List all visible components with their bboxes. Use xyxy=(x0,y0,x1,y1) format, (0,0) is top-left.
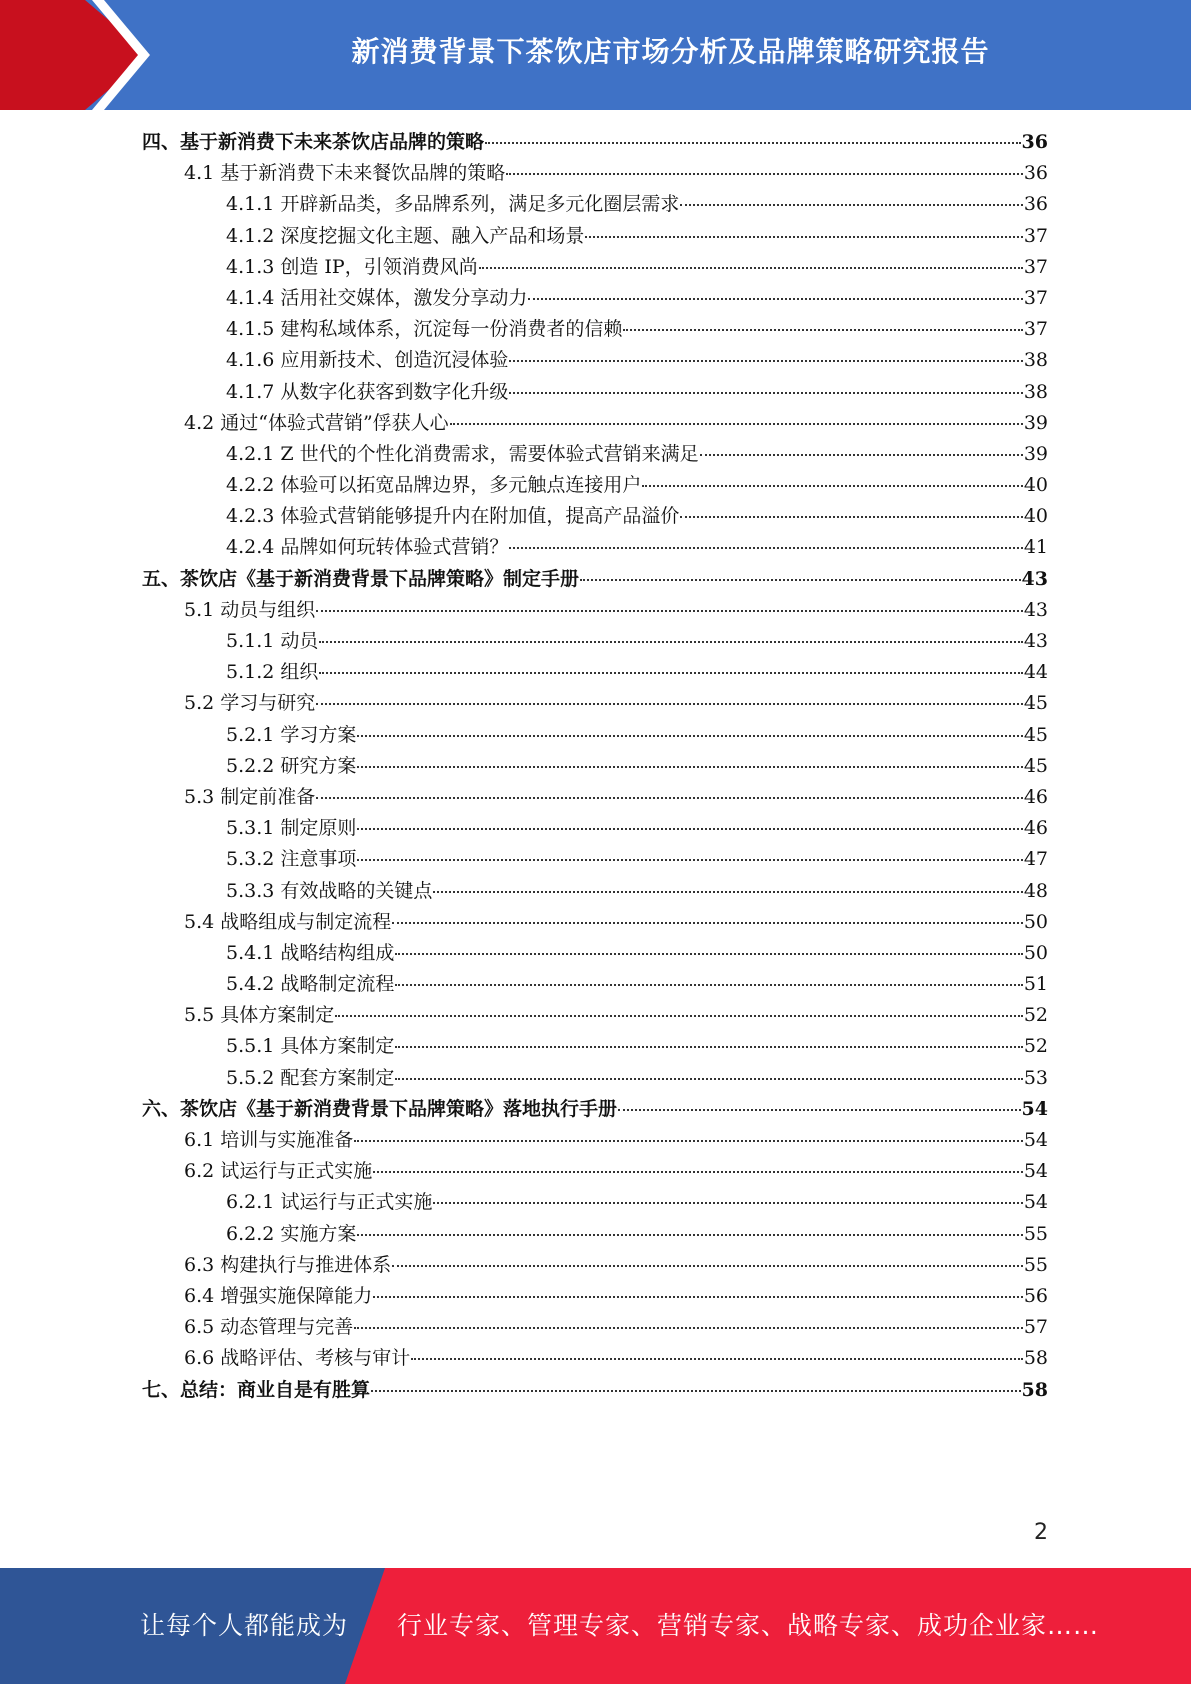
toc-entry[interactable] xyxy=(142,1094,1048,1125)
toc-entry[interactable] xyxy=(142,876,1048,907)
toc-entry-label: 5.2.1 学习方案 xyxy=(226,723,357,746)
toc-entry-page: 37 xyxy=(1023,286,1048,309)
toc-entry-page: 54 xyxy=(1023,1191,1048,1214)
report-title: 新消费背景下茶饮店市场分析及品牌策略研究报告 xyxy=(351,35,990,68)
toc-dot-leader xyxy=(316,610,1023,612)
toc-entry[interactable] xyxy=(142,532,1048,563)
toc-entry[interactable] xyxy=(142,283,1048,314)
toc-entry[interactable] xyxy=(142,626,1048,657)
toc-dot-leader xyxy=(509,392,1022,394)
toc-entry-label: 6.2.2 实施方案 xyxy=(226,1222,357,1245)
toc-entry-page: 43 xyxy=(1023,598,1048,621)
toc-dot-leader xyxy=(357,735,1022,737)
toc-entry-label: 六、茶饮店《基于新消费背景下品牌策略》落地执行手册 xyxy=(142,1097,618,1120)
toc-entry-page: 39 xyxy=(1023,411,1048,434)
toc-entry-label: 5.3.2 注意事项 xyxy=(226,848,357,871)
toc-entry-label: 5.1.1 动员 xyxy=(226,630,319,652)
toc-entry[interactable] xyxy=(142,221,1048,252)
page-number: 2 xyxy=(1034,1520,1048,1545)
toc-entry[interactable] xyxy=(142,1250,1048,1281)
toc-entry[interactable] xyxy=(142,345,1048,376)
toc-entry-page: 52 xyxy=(1023,1035,1048,1058)
toc-entry[interactable] xyxy=(142,813,1048,844)
toc-dot-leader xyxy=(680,204,1022,206)
toc-entry[interactable] xyxy=(142,252,1048,283)
toc-entry[interactable] xyxy=(142,1375,1048,1406)
toc-dot-leader xyxy=(395,1078,1022,1080)
toc-dot-leader xyxy=(700,454,1023,456)
toc-entry-label: 6.3 构建执行与推进体系 xyxy=(184,1253,392,1276)
toc-entry-page: 46 xyxy=(1023,785,1048,808)
toc-entry-label: 5.3.3 有效战略的关键点 xyxy=(226,879,433,902)
toc-entry[interactable] xyxy=(142,1219,1048,1250)
toc-dot-leader xyxy=(395,1046,1022,1048)
toc-entry-label: 七、总结：商业自是有胜算 xyxy=(142,1378,371,1401)
toc-dot-leader xyxy=(680,516,1022,518)
toc-dot-leader xyxy=(580,579,1021,581)
toc-entry[interactable] xyxy=(142,1031,1048,1062)
toc-dot-leader xyxy=(354,1140,1023,1142)
toc-dot-leader xyxy=(392,922,1023,924)
toc-entry-label: 4.2.4 品牌如何玩转体验式营销？ xyxy=(226,536,509,559)
toc-entry-label: 5.2.2 研究方案 xyxy=(226,754,357,777)
toc-entry-label: 4.1.4 活用社交媒体，激发分享动力 xyxy=(226,286,528,309)
toc-entry-label: 5.4.2 战略制定流程 xyxy=(226,973,395,996)
toc-entry-label: 6.5 动态管理与完善 xyxy=(184,1316,354,1339)
page-footer xyxy=(0,1568,1191,1684)
toc-entry[interactable] xyxy=(142,1187,1048,1218)
toc-dot-leader xyxy=(373,1171,1023,1173)
toc-entry-page: 54 xyxy=(1023,1160,1048,1183)
toc-entry[interactable] xyxy=(142,907,1048,938)
toc-dot-leader xyxy=(433,891,1022,893)
toc-entry-label: 6.2.1 试运行与正式实施 xyxy=(226,1191,433,1214)
toc-entry-page: 57 xyxy=(1023,1316,1048,1339)
toc-entry-page: 38 xyxy=(1023,380,1048,403)
toc-entry-label: 4.2 通过“体验式营销”俘获人心 xyxy=(184,411,449,434)
toc-dot-leader xyxy=(357,1234,1022,1236)
toc-dot-leader xyxy=(392,1265,1023,1267)
toc-entry-page: 37 xyxy=(1023,224,1048,247)
toc-entry-page: 55 xyxy=(1023,1253,1048,1276)
toc-entry-page: 51 xyxy=(1023,973,1048,996)
toc-dot-leader xyxy=(357,859,1022,861)
toc-entry-label: 5.1 动员与组织 xyxy=(184,598,316,621)
toc-entry-page: 44 xyxy=(1023,661,1048,684)
toc-entry-page: 45 xyxy=(1023,692,1048,715)
toc-dot-leader xyxy=(642,485,1022,487)
toc-dot-leader xyxy=(395,953,1022,955)
toc-entry[interactable] xyxy=(142,751,1048,782)
toc-entry-page: 52 xyxy=(1023,1004,1048,1027)
footer-slogan-left: 让每个人都能成为 xyxy=(140,1611,349,1640)
toc-entry[interactable] xyxy=(142,688,1048,719)
toc-entry[interactable] xyxy=(142,470,1048,501)
toc-entry-label: 5.5.1 具体方案制定 xyxy=(226,1035,395,1058)
toc-entry[interactable] xyxy=(142,564,1048,595)
toc-entry-label: 4.1.7 从数字化获客到数字化升级 xyxy=(226,380,509,403)
toc-entry-page: 54 xyxy=(1021,1097,1048,1120)
toc-dot-leader xyxy=(433,1202,1022,1204)
toc-entry-label: 6.4 增强实施保障能力 xyxy=(184,1284,373,1307)
toc-entry-page: 36 xyxy=(1023,193,1048,216)
toc-entry-label: 5.5 具体方案制定 xyxy=(184,1004,335,1027)
toc-entry[interactable] xyxy=(142,1343,1048,1374)
toc-entry[interactable] xyxy=(142,720,1048,751)
toc-dot-leader xyxy=(585,236,1022,238)
toc-dot-leader xyxy=(618,1109,1021,1111)
toc-entry-page: 50 xyxy=(1023,910,1048,933)
toc-entry-page: 41 xyxy=(1023,536,1048,559)
toc-entry-page: 45 xyxy=(1023,723,1048,746)
toc-dot-leader xyxy=(357,766,1022,768)
toc-entry-page: 48 xyxy=(1023,879,1048,902)
toc-entry[interactable] xyxy=(142,1125,1048,1156)
toc-entry-page: 43 xyxy=(1023,630,1048,652)
toc-dot-leader xyxy=(319,641,1022,643)
toc-entry-page: 47 xyxy=(1023,848,1048,871)
toc-entry[interactable] xyxy=(142,501,1048,532)
toc-entry-page: 58 xyxy=(1021,1378,1048,1401)
toc-entry-label: 5.4.1 战略结构组成 xyxy=(226,941,395,964)
toc-dot-leader xyxy=(373,1296,1023,1298)
toc-entry-page: 54 xyxy=(1023,1129,1048,1151)
toc-dot-leader xyxy=(623,329,1022,331)
toc-entry[interactable] xyxy=(142,377,1048,408)
toc-entry-page: 53 xyxy=(1023,1066,1048,1089)
toc-entry-label: 4.1.3 创造 IP，引领消费风尚 xyxy=(226,255,478,278)
toc-entry[interactable] xyxy=(142,1063,1048,1094)
toc-dot-leader xyxy=(335,1015,1023,1017)
toc-entry-label: 6.1 培训与实施准备 xyxy=(184,1129,354,1151)
toc-entry-page: 36 xyxy=(1023,162,1048,185)
toc-dot-leader xyxy=(316,703,1023,705)
toc-entry[interactable] xyxy=(142,189,1048,220)
toc-entry-label: 6.6 战略评估、考核与审计 xyxy=(184,1347,411,1370)
toc-dot-leader xyxy=(395,984,1022,986)
toc-entry[interactable] xyxy=(142,1281,1048,1312)
toc-entry-label: 5.2 学习与研究 xyxy=(184,692,316,715)
toc-entry-page: 39 xyxy=(1023,442,1048,465)
toc-entry[interactable] xyxy=(142,1156,1048,1187)
toc-entry-label: 4.1.2 深度挖掘文化主题、融入产品和场景 xyxy=(226,224,585,247)
toc-entry-label: 五、茶饮店《基于新消费背景下品牌策略》制定手册 xyxy=(142,567,580,590)
toc-entry-label: 4.1 基于新消费下未来餐饮品牌的策略 xyxy=(184,162,506,185)
toc-dot-leader xyxy=(411,1358,1023,1360)
toc-entry-label: 5.1.2 组织 xyxy=(226,661,319,684)
toc-entry-page: 38 xyxy=(1023,349,1048,372)
toc-dot-leader xyxy=(354,1327,1023,1329)
toc-entry[interactable] xyxy=(142,439,1048,470)
toc-entry[interactable] xyxy=(142,844,1048,875)
toc-entry-page: 55 xyxy=(1023,1222,1048,1245)
toc-entry-label: 4.2.1 Z 世代的个性化消费需求，需要体验式营销来满足 xyxy=(226,442,699,465)
toc-dot-leader xyxy=(316,797,1023,799)
toc-dot-leader xyxy=(506,173,1023,175)
toc-entry-page: 37 xyxy=(1023,255,1048,278)
toc-dot-leader xyxy=(509,360,1022,362)
toc-entry-label: 6.2 试运行与正式实施 xyxy=(184,1160,373,1183)
toc-entry-page: 40 xyxy=(1023,505,1048,528)
toc-entry[interactable] xyxy=(142,782,1048,813)
toc-entry[interactable] xyxy=(142,657,1048,688)
toc-entry[interactable] xyxy=(142,1000,1048,1031)
toc-dot-leader xyxy=(450,423,1023,425)
toc-entry-label: 5.4 战略组成与制定流程 xyxy=(184,910,392,933)
toc-entry[interactable] xyxy=(142,969,1048,1000)
toc-entry-label: 4.1.6 应用新技术、创造沉浸体验 xyxy=(226,349,509,372)
toc-entry-label: 4.2.2 体验可以拓宽品牌边界，多元触点连接用户 xyxy=(226,474,642,497)
page-header xyxy=(0,0,1191,110)
red-chevron-logo xyxy=(0,0,150,110)
toc-entry-label: 4.2.3 体验式营销能够提升内在附加值，提高产品溢价 xyxy=(226,505,680,528)
toc-entry[interactable] xyxy=(142,158,1048,189)
toc-entry-label: 四、基于新消费下未来茶饮店品牌的策略 xyxy=(142,131,485,153)
toc-dot-leader xyxy=(509,547,1022,549)
toc-entry-label: 5.3 制定前准备 xyxy=(184,785,316,808)
toc-entry-page: 36 xyxy=(1021,131,1048,153)
toc-entry[interactable] xyxy=(142,938,1048,969)
toc-entry[interactable] xyxy=(142,127,1048,158)
toc-dot-leader xyxy=(319,672,1022,674)
toc-dot-leader xyxy=(485,142,1021,144)
toc-entry-page: 40 xyxy=(1023,474,1048,497)
toc-entry[interactable] xyxy=(142,314,1048,345)
toc-entry-page: 45 xyxy=(1023,754,1048,777)
table-of-contents xyxy=(142,127,1048,1406)
toc-dot-leader xyxy=(357,828,1022,830)
toc-entry[interactable] xyxy=(142,1312,1048,1343)
toc-entry[interactable] xyxy=(142,408,1048,439)
toc-entry[interactable] xyxy=(142,595,1048,626)
toc-entry-page: 56 xyxy=(1023,1284,1048,1307)
toc-entry-page: 50 xyxy=(1023,941,1048,964)
toc-dot-leader xyxy=(371,1390,1021,1392)
toc-entry-page: 58 xyxy=(1023,1347,1048,1370)
toc-entry-label: 5.3.1 制定原则 xyxy=(226,817,357,840)
toc-entry-page: 37 xyxy=(1023,318,1048,341)
toc-entry-page: 46 xyxy=(1023,817,1048,840)
toc-entry-label: 4.1.1 开辟新品类，多品牌系列，满足多元化圈层需求 xyxy=(226,193,680,216)
toc-dot-leader xyxy=(479,267,1023,269)
toc-entry-label: 4.1.5 建构私域体系，沉淀每一份消费者的信赖 xyxy=(226,318,623,341)
toc-entry-label: 5.5.2 配套方案制定 xyxy=(226,1066,395,1089)
toc-dot-leader xyxy=(528,298,1022,300)
footer-slogan-right: 行业专家、管理专家、营销专家、战略专家、成功企业家…… xyxy=(397,1611,1100,1640)
toc-entry-page: 43 xyxy=(1021,567,1048,590)
